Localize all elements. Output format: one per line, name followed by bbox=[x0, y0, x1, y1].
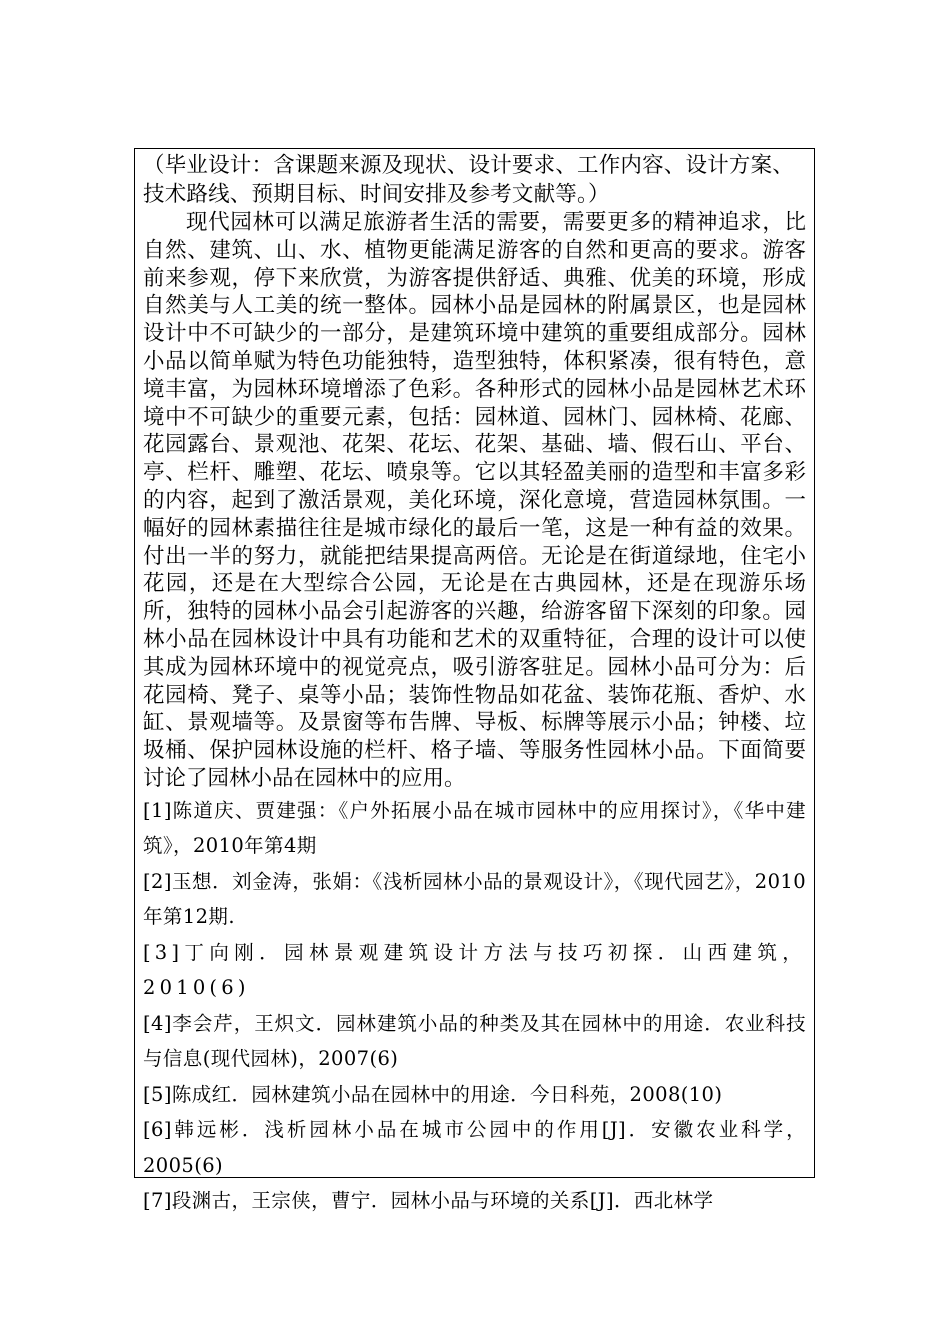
reference-item: [1]陈道庆、贾建强：《户外拓展小品在城市园林中的应用探讨》，《华中建筑》，2010年第4期 bbox=[143, 798, 806, 858]
section-hint: （毕业设计：含课题来源及现状、设计要求、工作内容、设计方案、技术路线、预期目标、时间安排及参考文献等。） bbox=[143, 153, 795, 207]
cell-content bbox=[135, 151, 814, 1219]
reference-item: [2]玉想．刘金涛，张娟：《浅析园林小品的景观设计》，《现代园艺》，2010年第12期. bbox=[143, 869, 806, 929]
body-paragraph: 现代园林可以满足旅游者生活的需要，需要更多的精神追求，比自然、建筑、山、水、植物更能满足游客的自然和更高的要求。游客前来参观，停下来欣赏，为游客提供舒适、典雅、优美的环境，形成自然美与人工美的统一整体。园林小品是园林的附属景区，也是园林设计中不可缺少的一部分，是建筑环境中建筑的重要组成部分。园林小品以简单赋为特色功能独特，造型独特，体积紧凑，很有特色，意境丰富，为园林环境增添了色彩。各种形式的园林小品是园林艺术环境中不可缺少的重要元素，包括：园林道、园林门、园林椅、花廊、花园露台、景观池、花架、花坛、花架、基础、墙、假石山、平台、亭、栏杆、雕塑、花坛、喷泉等。它以其轻盈美丽的造型和丰富多彩的内容，起到了激活景观，美化环境，深化意境，营造园林氛围。一幅好的园林素描往往是城市绿化的最后一笔，这是一种有益的效果。付出一半的努力，就能把结果提高两倍。无论是在街道绿地，住宅小花园，还是在大型综合公园，无论是在古典园林，还是在现游乐场所，独特的园林小品会引起游客的兴趣，给游客留下深刻的印象。园林小品在园林设计中具有功能和艺术的双重特征，合理的设计可以使其成为园林环境中的视觉亮点，吸引游客驻足。园林小品可分为：后花园椅、凳子、桌等小品；装饰性物品如花盆、装饰花瓶、香炉、水缸、景观墙等。及景窗等布告牌、导板、标牌等展示小品；钟楼、垃圾桶、保护园林设施的栏杆、格子墙、等服务性园林小品。下面简要讨论了园林小品在园林中的应用。 bbox=[143, 210, 806, 791]
reference-item: [7]段渊古，王宗侠，曹宁．园林小品与环境的关系[J]．西北林学 bbox=[143, 1189, 714, 1213]
reference-item: [4]李会芹，王炽文．园林建筑小品的种类及其在园林中的用途．农业科技与信息(现代园林)，2007(6) bbox=[143, 1011, 806, 1071]
reference-item: [5]陈成红．园林建筑小品在园林中的用途．今日科苑，2008(10) bbox=[143, 1082, 723, 1106]
reference-item: [3]丁向刚．园林景观建筑设计方法与技巧初探．山西建筑，2010(6) bbox=[143, 940, 806, 1000]
reference-list bbox=[143, 793, 806, 1219]
form-table-cell bbox=[134, 148, 815, 1213]
reference-item: [6]韩远彬．浅析园林小品在城市公园中的作用[J]．安徽农业科学，2005(6) bbox=[143, 1118, 806, 1177]
